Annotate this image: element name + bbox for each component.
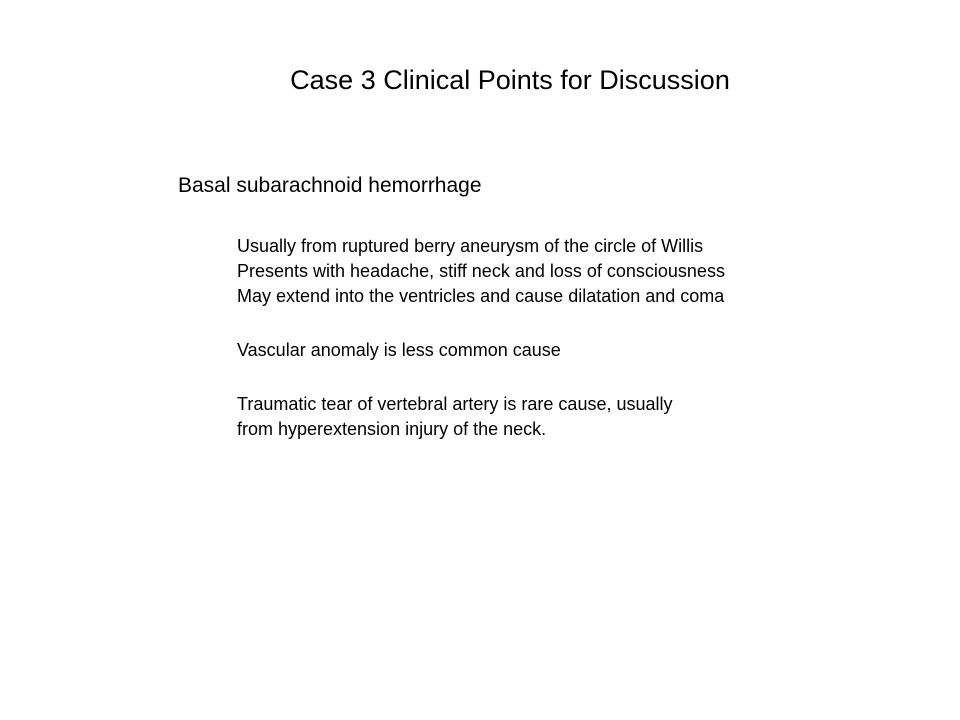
body-line: from hyperextension injury of the neck. bbox=[237, 419, 547, 439]
slide-title: Case 3 Clinical Points for Discussion bbox=[290, 65, 730, 95]
paragraph-gap bbox=[237, 309, 725, 338]
body-line: Presents with headache, stiff neck and loss of consciousness bbox=[237, 261, 725, 281]
paragraph-gap bbox=[237, 363, 725, 392]
body-line: Traumatic tear of vertebral artery is rare cause, usually bbox=[237, 394, 673, 414]
slide-subtitle: Basal subarachnoid hemorrhage bbox=[178, 174, 482, 197]
body-line: Vascular anomaly is less common cause bbox=[237, 340, 561, 360]
body-line: May extend into the ventricles and cause dilatation and coma bbox=[237, 286, 725, 306]
slide-body bbox=[237, 234, 725, 442]
body-line: Usually from ruptured berry aneurysm of the circle of Willis bbox=[237, 236, 704, 256]
